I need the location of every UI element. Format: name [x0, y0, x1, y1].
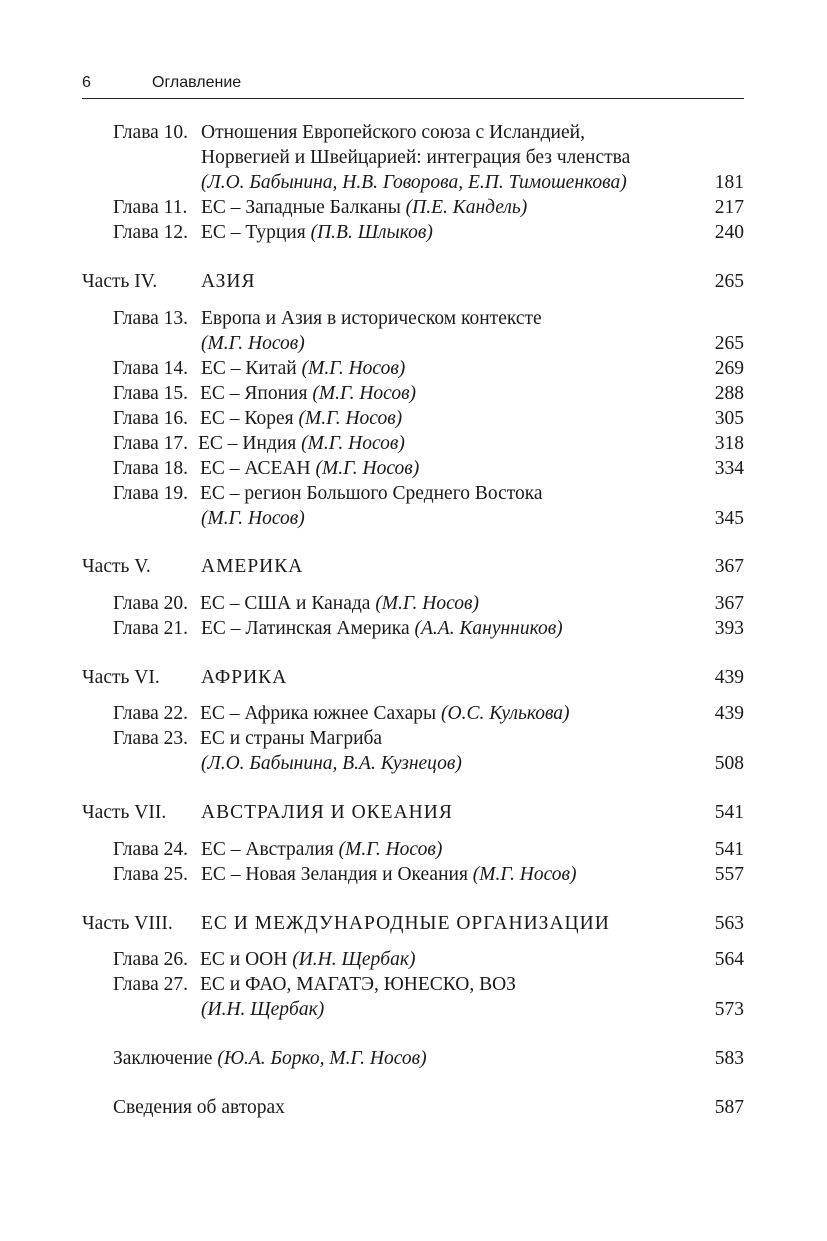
- chapter-title: [200, 456, 419, 481]
- chapter-title: Европа и Азия в историческом контексте: [201, 308, 542, 329]
- toc-entry-ch10-authors: [0, 170, 744, 195]
- conclusion-title: [113, 1046, 427, 1071]
- page-ref: 305: [714, 408, 744, 429]
- toc-entry-about-authors: [0, 1095, 744, 1120]
- chapter-authors: (М.Г. Носов): [472, 864, 577, 885]
- chapter-label: Глава 20.: [113, 593, 189, 614]
- chapter-label: Глава 21.: [113, 618, 189, 639]
- chapter-title-text: ЕС – Новая Зеландия и Океания: [201, 864, 473, 885]
- chapter-title: [201, 356, 405, 381]
- chapter-title: ЕС и страны Магриба: [200, 728, 383, 749]
- toc-entry-ch19-authors: [0, 506, 744, 531]
- page-ref: 217: [714, 197, 744, 218]
- chapter-title: [200, 406, 402, 431]
- chapter-authors: (Л.О. Бабынина, Н.В. Говорова, Е.П. Тимошенкова): [201, 172, 627, 193]
- page-ref: 367: [714, 593, 744, 614]
- chapter-label: Глава 24.: [113, 839, 189, 860]
- chapter-title-text: ЕС – Корея: [200, 408, 299, 429]
- page-ref: 393: [714, 618, 744, 639]
- running-title: Оглавление: [152, 74, 242, 91]
- conclusion-title-text: Заключение: [113, 1048, 218, 1069]
- chapter-authors: (М.Г. Носов): [201, 333, 305, 354]
- chapter-authors: (М.Г. Носов): [298, 408, 403, 429]
- chapter-title: [201, 616, 563, 641]
- toc-entry-ch25: [0, 862, 744, 887]
- chapter-title: [201, 837, 442, 862]
- part-label: Часть VII.: [82, 802, 167, 823]
- chapter-authors: (М.Г. Носов): [338, 839, 443, 860]
- toc-entry-ch13: [0, 306, 744, 331]
- chapter-authors: (Л.О. Бабынина, В.А. Кузнецов): [201, 753, 462, 774]
- toc-entry-ch13-authors: [0, 331, 744, 356]
- toc-entry-ch18: [0, 456, 744, 481]
- toc-part-6: [0, 665, 744, 690]
- chapter-label: Глава 18.: [113, 458, 189, 479]
- toc-entry-ch23: [0, 726, 744, 751]
- chapter-authors: (И.Н. Щербак): [292, 949, 416, 970]
- page-ref: 265: [714, 333, 744, 354]
- chapter-title-text: ЕС – США и Канада: [200, 593, 376, 614]
- chapter-title-text: ЕС – Австралия: [201, 839, 339, 860]
- chapter-title-text: ЕС и ООН: [200, 949, 293, 970]
- toc-part-8: [0, 911, 744, 936]
- chapter-title: [201, 862, 577, 887]
- page-ref: 587: [714, 1097, 744, 1118]
- chapter-authors: (М.Г. Носов): [312, 383, 417, 404]
- page-ref: 318: [714, 433, 744, 454]
- chapter-title-text: ЕС – Индия: [198, 433, 302, 454]
- toc-entry-ch17: [0, 431, 744, 456]
- part-title: ЕС И МЕЖДУНАРОДНЫЕ ОРГАНИЗАЦИИ: [201, 913, 610, 934]
- about-authors-title: Сведения об авторах: [113, 1097, 285, 1118]
- chapter-label: Глава 23.: [113, 728, 189, 749]
- chapter-label: Глава 11.: [113, 197, 188, 218]
- page-ref: 265: [714, 271, 744, 292]
- chapter-title-text: ЕС – Китай: [201, 358, 302, 379]
- page-number: 6: [82, 74, 91, 91]
- chapter-title: [198, 431, 405, 456]
- part-label: Часть V.: [82, 556, 151, 577]
- page-ref: 583: [714, 1048, 744, 1069]
- conclusion-authors: (Ю.А. Борко, М.Г. Носов): [217, 1048, 427, 1069]
- page-ref: 439: [714, 667, 744, 688]
- page-ref: 269: [714, 358, 744, 379]
- part-title: АВСТРАЛИЯ И ОКЕАНИЯ: [201, 802, 453, 823]
- page-ref: 367: [714, 556, 744, 577]
- chapter-label: Глава 15.: [113, 383, 189, 404]
- chapter-title: ЕС и ФАО, МАГАТЭ, ЮНЕСКО, ВОЗ: [200, 974, 516, 995]
- chapter-title: [200, 381, 416, 406]
- chapter-title: [201, 220, 433, 245]
- part-label: Часть IV.: [82, 271, 158, 292]
- toc-entry-ch27: [0, 972, 744, 997]
- chapter-authors: (П.В. Шлыков): [310, 222, 433, 243]
- chapter-label: Глава 22.: [113, 703, 189, 724]
- toc-entry-ch12: [0, 220, 744, 245]
- chapter-authors: (И.Н. Щербак): [201, 999, 325, 1020]
- chapter-authors: (М.Г. Носов): [301, 358, 406, 379]
- chapter-label: Глава 17.: [113, 433, 189, 454]
- page-ref: 557: [714, 864, 744, 885]
- part-title: АМЕРИКА: [201, 556, 304, 577]
- chapter-authors: (М.Г. Носов): [201, 508, 305, 529]
- toc-entry-ch11: [0, 195, 744, 220]
- toc-entry-conclusion: [0, 1046, 744, 1071]
- toc-entry-ch15: [0, 381, 744, 406]
- toc-entry-ch21: [0, 616, 744, 641]
- toc-entry-ch10-cont: [0, 145, 744, 170]
- part-title: АФРИКА: [201, 667, 288, 688]
- chapter-title: ЕС – регион Большого Среднего Востока: [200, 483, 543, 504]
- chapter-label: Глава 14.: [113, 358, 189, 379]
- page-ref: 240: [714, 222, 744, 243]
- page-ref: 508: [714, 753, 744, 774]
- chapter-title: [200, 701, 570, 726]
- toc-entry-ch10: [0, 120, 744, 145]
- chapter-label: Глава 27.: [113, 974, 189, 995]
- toc-entry-ch23-authors: [0, 751, 744, 776]
- chapter-authors: (М.Г. Носов): [301, 433, 405, 454]
- chapter-label: Глава 16.: [113, 408, 189, 429]
- chapter-title: [200, 947, 415, 972]
- toc-entry-ch27-authors: [0, 997, 744, 1022]
- toc-entry-ch22: [0, 701, 744, 726]
- page-ref: 181: [714, 172, 744, 193]
- chapter-title: [201, 195, 527, 220]
- toc-part-5: [0, 554, 744, 579]
- chapter-title-text: ЕС – Турция: [201, 222, 311, 243]
- part-title: АЗИЯ: [201, 271, 256, 292]
- page-ref: 345: [714, 508, 744, 529]
- toc-entry-ch19: [0, 481, 744, 506]
- chapter-label: Глава 25.: [113, 864, 189, 885]
- chapter-title-line2: Норвегией и Швейцарией: интеграция без членства: [201, 147, 631, 168]
- chapter-title: [200, 591, 479, 616]
- chapter-label: Глава 13.: [113, 308, 189, 329]
- page-ref: 541: [714, 839, 744, 860]
- toc-entry-ch24: [0, 837, 744, 862]
- toc-entry-ch20: [0, 591, 744, 616]
- page-ref: 288: [714, 383, 744, 404]
- chapter-authors: (М.Г. Носов): [315, 458, 420, 479]
- page-ref: 334: [714, 458, 744, 479]
- page-ref: 439: [714, 703, 744, 724]
- chapter-label: Глава 12.: [113, 222, 189, 243]
- chapter-authors: (М.Г. Носов): [375, 593, 480, 614]
- chapter-title-text: ЕС – Латинская Америка: [201, 618, 415, 639]
- chapter-authors: (П.Е. Кандель): [405, 197, 528, 218]
- chapter-title-text: ЕС – Африка южнее Сахары: [200, 703, 441, 724]
- chapter-title-line1: Отношения Европейского союза с Исландией,: [201, 122, 585, 143]
- chapter-label: Глава 19.: [113, 483, 189, 504]
- toc-entry-ch14: [0, 356, 744, 381]
- page-ref: 564: [714, 949, 744, 970]
- running-header: [82, 74, 744, 99]
- toc-entry-ch26: [0, 947, 744, 972]
- toc-entry-ch16: [0, 406, 744, 431]
- page-ref: 563: [714, 913, 744, 934]
- chapter-title-text: ЕС – Япония: [200, 383, 313, 404]
- toc-part-7: [0, 800, 744, 825]
- part-label: Часть VIII.: [82, 913, 173, 934]
- chapter-title-text: ЕС – Западные Балканы: [201, 197, 406, 218]
- part-label: Часть VI.: [82, 667, 160, 688]
- page-ref: 541: [714, 802, 744, 823]
- page-ref: 573: [714, 999, 744, 1020]
- chapter-label: Глава 26.: [113, 949, 189, 970]
- chapter-title-text: ЕС – АСЕАН: [200, 458, 316, 479]
- chapter-label: Глава 10.: [113, 122, 189, 143]
- toc-part-4: [0, 269, 744, 294]
- chapter-authors: (О.С. Кулькова): [441, 703, 570, 724]
- chapter-authors: (А.А. Канунников): [414, 618, 563, 639]
